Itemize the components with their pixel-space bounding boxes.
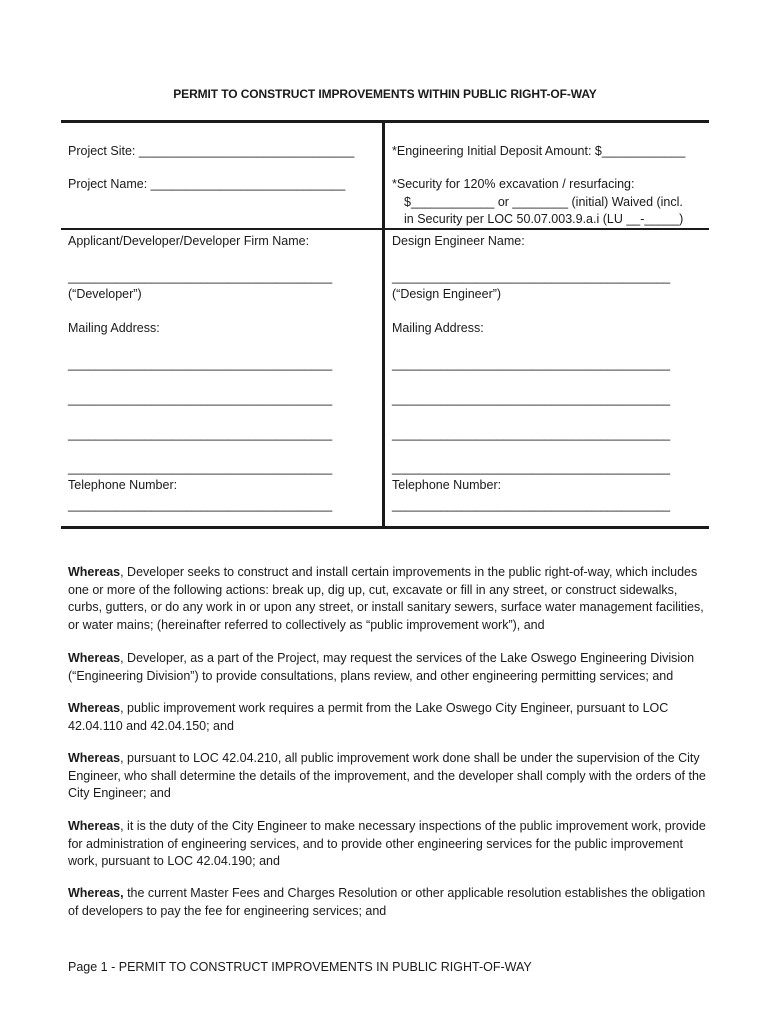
whereas-lead: Whereas — [68, 651, 121, 665]
developer-mailing-label: Mailing Address: — [68, 321, 160, 335]
whereas-text: , public improvement work requires a permit from the Lake Oswego City Engineer, pursuant to LOC 42.04.110 and 42.04.150; and — [68, 701, 669, 733]
developer-telephone-label: Telephone Number: — [68, 478, 178, 492]
whereas-text: , pursuant to LOC 42.04.210, all public improvement work done shall be under the supervision of the City Engineer, who shall determine the details of the improvement, and the developer shall comply with the orders of the City Engineer; and — [68, 751, 706, 801]
whereas-lead: Whereas — [68, 751, 121, 765]
whereas-text: , it is the duty of the City Engineer to make necessary inspections of the public improvement work, provide for administration of engineering services, and to provide other engineering services for the public improvement work, pursuant to LOC 42.04.190; and — [68, 819, 706, 869]
whereas-clause — [68, 885, 708, 920]
security-lu-field[interactable]: in Security per LOC 50.07.003.9.a.i (LU __-_____) — [404, 212, 684, 226]
developer-address-line[interactable]: ______________________________________ — [68, 427, 333, 441]
project-site-field[interactable]: Project Site: _______________________________ — [68, 144, 355, 158]
engineer-mailing-label: Mailing Address: — [392, 321, 484, 335]
whereas-clause — [68, 750, 708, 803]
whereas-text: , Developer seeks to construct and install certain improvements in the public right-of-way, which includes one or more of the following actions: break up, dig up, cut, excavate or fill in any street, or construct sidewalks, curbs, gutters, or do any work in or upon any street, or install sanitary sewers, surface water management facilities, or water mains; (hereinafter referred to collectively as “public improvement work”), and — [68, 565, 704, 632]
engineer-address-line[interactable]: ________________________________________ — [392, 357, 671, 371]
developer-tag: (“Developer”) — [68, 287, 142, 301]
engineer-address-line[interactable]: ________________________________________ — [392, 461, 671, 475]
whereas-clause — [68, 650, 708, 685]
table-column-rule — [382, 120, 385, 529]
whereas-text: , Developer, as a part of the Project, may request the services of the Lake Oswego Engineering Division (“Engineering Division”) to provide consultations, plans review, and other engineering permitting services; and — [68, 651, 695, 683]
developer-address-line[interactable]: ______________________________________ — [68, 357, 333, 371]
project-name-field[interactable]: Project Name: ____________________________ — [68, 177, 346, 191]
engineer-telephone-label: Telephone Number: — [392, 478, 502, 492]
security-label: *Security for 120% excavation / resurfacing: — [392, 177, 635, 191]
applicant-label: Applicant/Developer/Developer Firm Name: — [68, 234, 310, 248]
table-bottom-rule — [61, 526, 709, 529]
design-engineer-name-field[interactable]: ________________________________________ — [392, 270, 671, 284]
table-divider-rule — [61, 228, 709, 230]
engineer-address-line[interactable]: ________________________________________ — [392, 392, 671, 406]
whereas-lead: Whereas — [68, 819, 121, 833]
page-title: PERMIT TO CONSTRUCT IMPROVEMENTS WITHIN PUBLIC RIGHT-OF-WAY — [173, 87, 597, 101]
developer-name-field[interactable]: ______________________________________ — [68, 270, 333, 284]
table-top-rule — [61, 120, 709, 123]
developer-address-line[interactable]: ______________________________________ — [68, 461, 333, 475]
design-engineer-label: Design Engineer Name: — [392, 234, 525, 248]
developer-address-line[interactable]: ______________________________________ — [68, 392, 333, 406]
deposit-field[interactable]: *Engineering Initial Deposit Amount: $____________ — [392, 144, 686, 158]
security-amount-field[interactable]: $____________ or ________ (initial) Waived (incl. — [404, 195, 683, 209]
page-footer: Page 1 - PERMIT TO CONSTRUCT IMPROVEMENTS IN PUBLIC RIGHT-OF-WAY — [68, 960, 532, 974]
whereas-clause — [68, 818, 708, 871]
whereas-clause — [68, 700, 708, 735]
whereas-clause — [68, 564, 708, 634]
design-engineer-tag: (“Design Engineer”) — [392, 287, 502, 301]
whereas-lead: Whereas — [68, 565, 121, 579]
whereas-text: the current Master Fees and Charges Resolution or other applicable resolution establishes the obligation of developers to pay the fee for engineering services; and — [68, 886, 706, 918]
whereas-lead: Whereas, — [68, 886, 124, 900]
whereas-lead: Whereas — [68, 701, 121, 715]
developer-telephone-field[interactable]: ______________________________________ — [68, 498, 333, 512]
engineer-address-line[interactable]: ________________________________________ — [392, 427, 671, 441]
engineer-telephone-field[interactable]: ________________________________________ — [392, 498, 671, 512]
